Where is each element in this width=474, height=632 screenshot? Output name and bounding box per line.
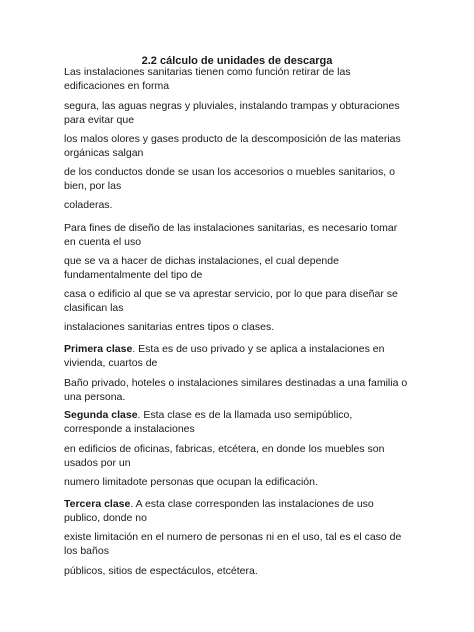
paragraph-12: Segunda clase. Esta clase es de la llamada uso semipúblico, corresponde a instalaciones xyxy=(64,409,353,435)
paragraph-6: Para fines de diseño de las instalaciones sanitarias, es necesario tomar en cuenta el uso xyxy=(64,222,398,248)
paragraph-13: en edificios de oficinas, fabricas, etcétera, en donde los muebles son usados por un xyxy=(64,443,385,469)
class-heading-primera: Primera clase xyxy=(64,343,133,355)
paragraph-9: instalaciones sanitarias entres tipos o clases. xyxy=(64,321,275,333)
paragraph-15: Tercera clase. A esta clase corresponden las instalaciones de uso publico, donde no xyxy=(64,498,374,524)
paragraph-8: casa o edificio al que se va aprestar servicio, por lo que para diseñar se clasifican las xyxy=(64,288,398,314)
paragraph-10: Primera clase. Esta es de uso privado y se aplica a instalaciones en vivienda, cuartos de xyxy=(64,343,385,369)
paragraph-7: que se va a hacer de dichas instalaciones, el cual depende fundamentalmente del tipo de xyxy=(64,255,339,281)
document-title: 2.2 cálculo de unidades de descarga xyxy=(141,55,333,67)
paragraph-14: numero limitadote personas que ocupan la edificación. xyxy=(64,476,318,488)
paragraph-3: los malos olores y gases producto de la descomposición de las materias orgánicas salgan xyxy=(64,133,401,159)
class-heading-segunda: Segunda clase xyxy=(64,409,138,421)
paragraph-5: coladeras. xyxy=(64,199,113,211)
paragraph-17: públicos, sitios de espectáculos, etcétera. xyxy=(64,565,258,577)
class-heading-tercera: Tercera clase xyxy=(64,498,131,510)
paragraph-1: Las instalaciones sanitarias tienen como función retirar de las edificaciones en forma xyxy=(64,66,351,92)
paragraph-2: segura, las aguas negras y pluviales, instalando trampas y obturaciones para evitar que xyxy=(64,100,400,126)
paragraph-4: de los conductos donde se usan los accesorios o muebles sanitarios, o bien, por las xyxy=(64,166,395,192)
paragraph-11: Baño privado, hoteles o instalaciones similares destinadas a una familia o una persona. xyxy=(64,377,408,403)
paragraph-16: existe limitación en el numero de personas ni en el uso, tal es el caso de los baños xyxy=(64,531,402,557)
